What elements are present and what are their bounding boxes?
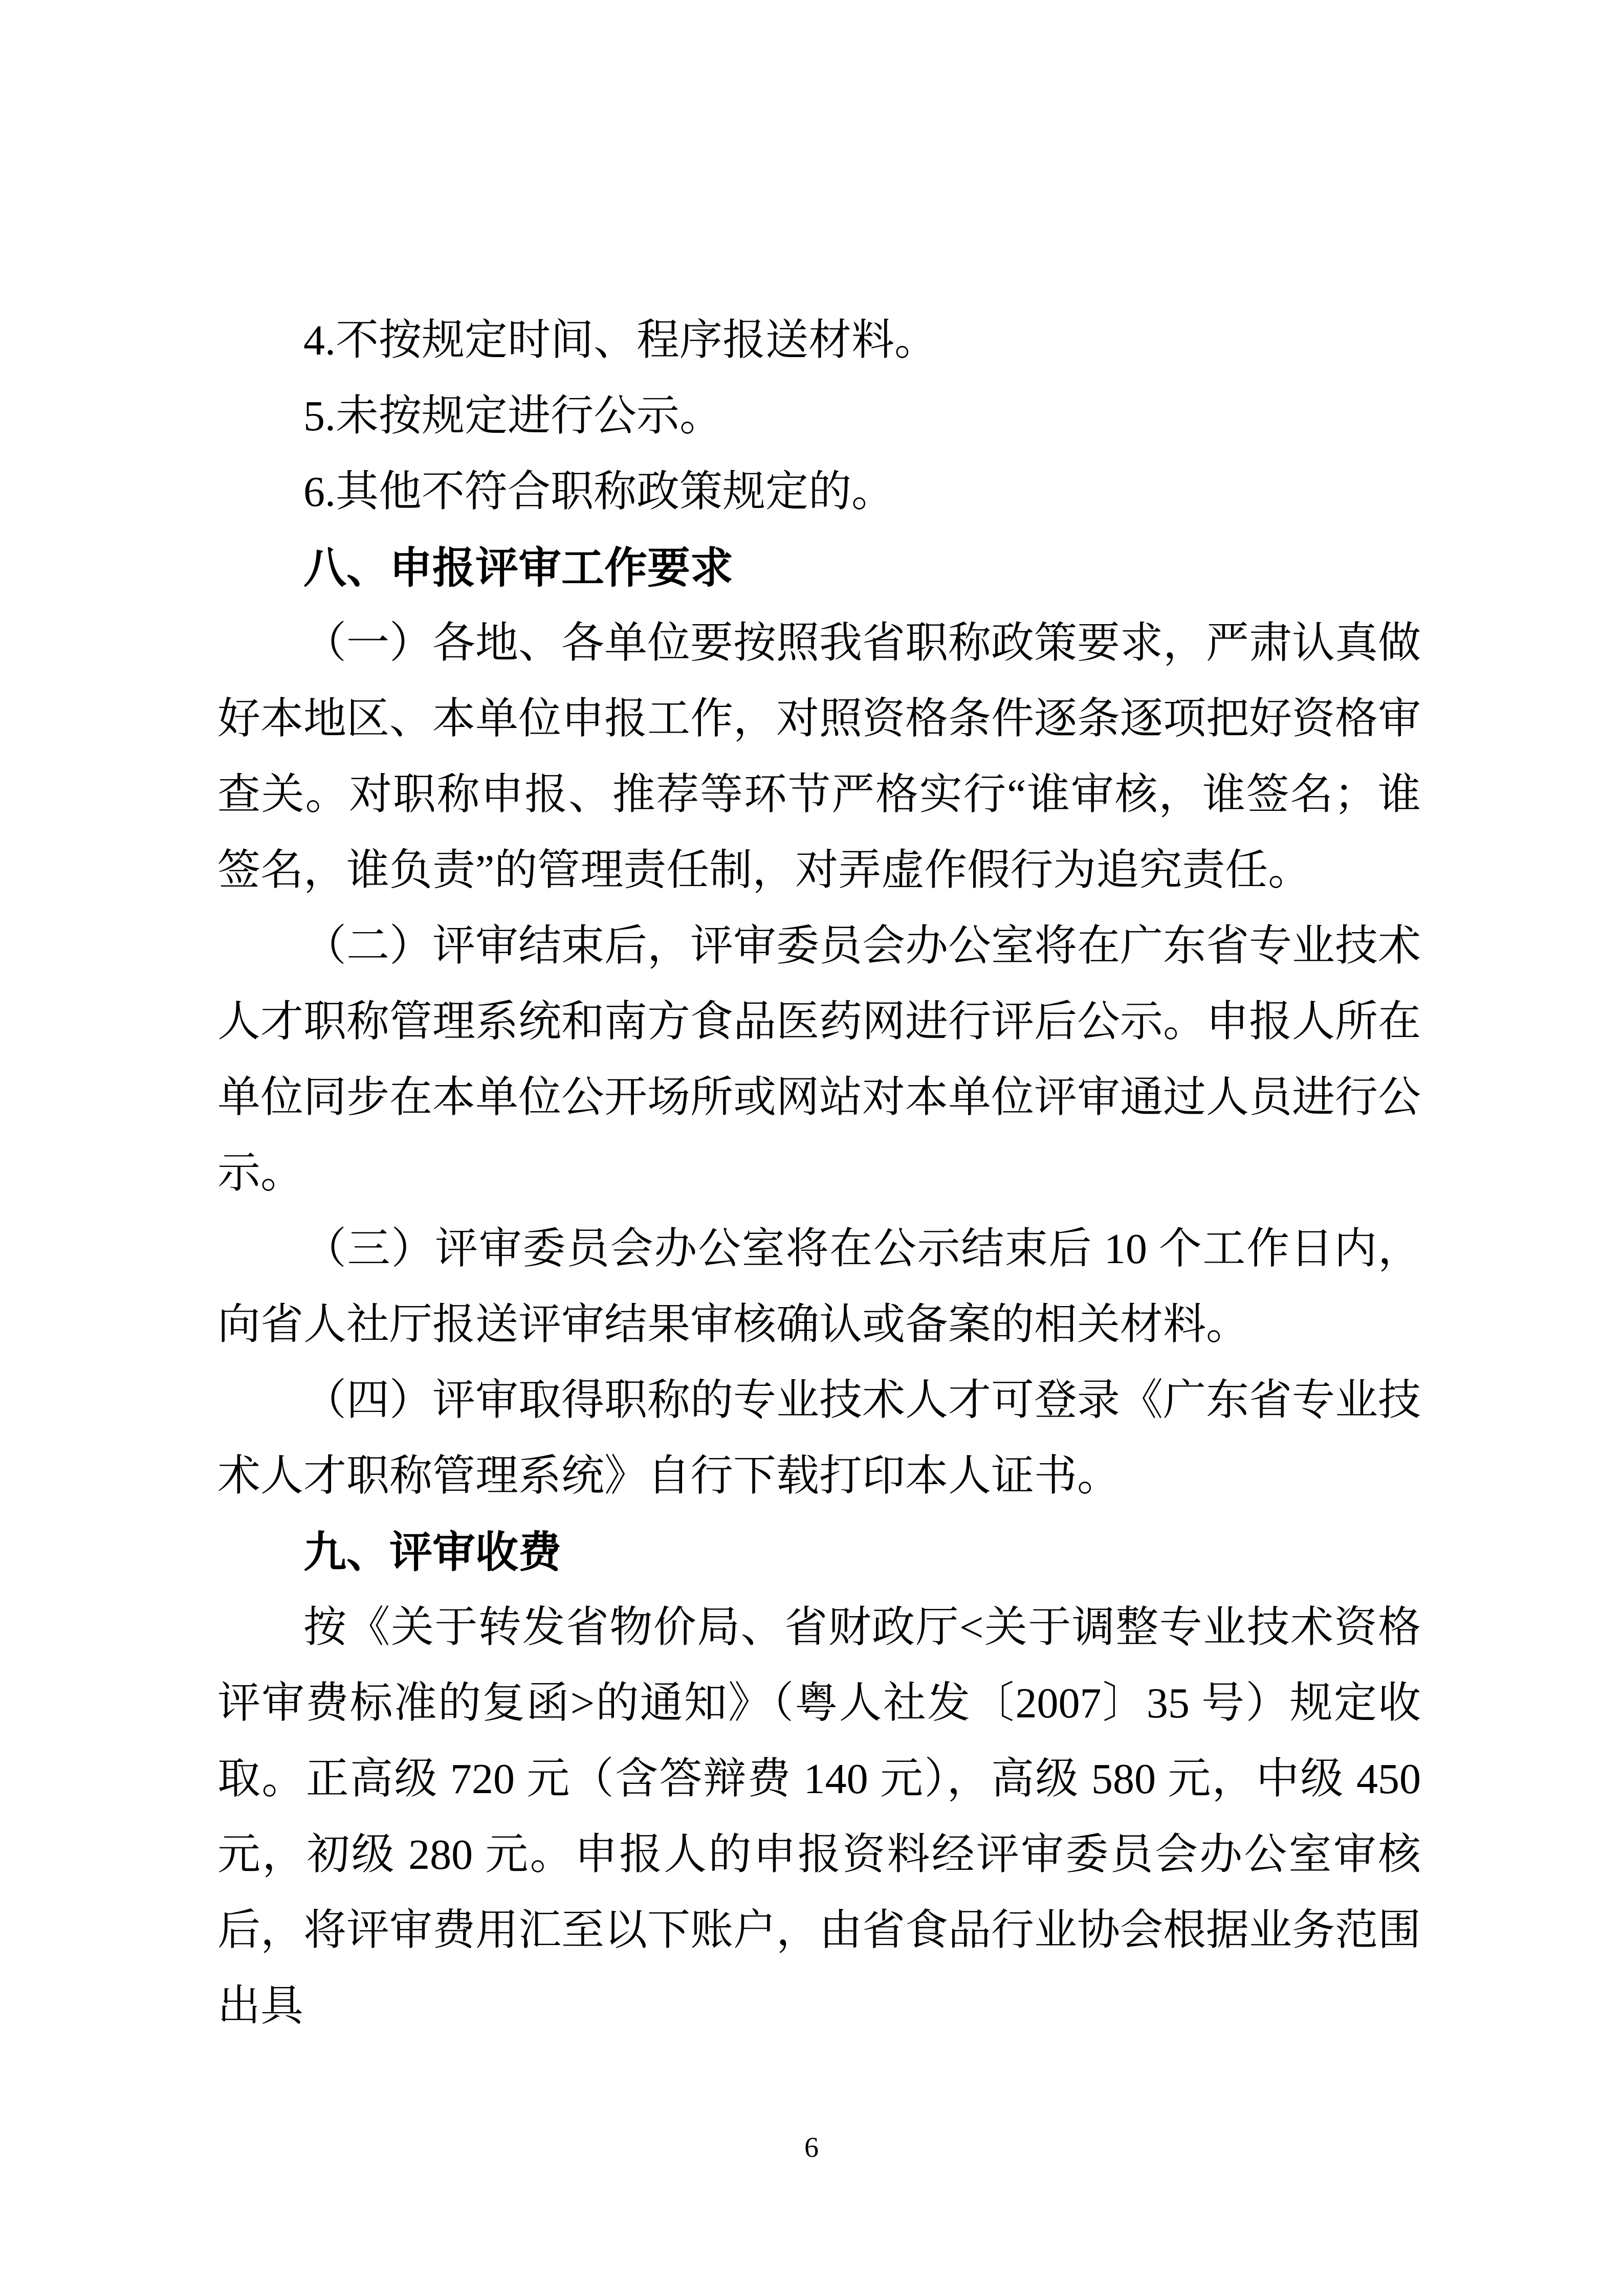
page-number: 6 bbox=[804, 2132, 819, 2163]
paragraph-8-1: （一）各地、各单位要按照我省职称政策要求，严肃认真做好本地区、本单位申报工作，对照资格条件逐条逐项把好资格审查关。对职称申报、推荐等环节严格实行“谁审核，谁签名；谁签名，谁负责”的管理责任制，对弄虚作假行为追究责任。 bbox=[217, 620, 1421, 894]
list-item-4: 4.不按规定时间、程序报送材料。 bbox=[303, 317, 938, 364]
section-heading-8: 八、申报评审工作要求 bbox=[303, 544, 734, 592]
paragraph-8-2: （二）评审结束后，评审委员会办公室将在广东省专业技术人才职称管理系统和南方食品医药网进行评后公示。申报人所在单位同步在本单位公开场所或网站对本单位评审通过人员进行公示。 bbox=[217, 922, 1421, 1197]
paragraph-9-1: 按《关于转发省物价局、省财政厅<关于调整专业技术资格评审费标准的复函>的通知》（粤人社发〔2007〕35 号）规定收取。正高级 720 元（含答辩费 140 元），高级 580 元，中级 450 元，初级 280 元。申报人的申报资料经评审委员会办公室审核后，将评审费用汇至以下账户，由省食品行业协会根据业务范围出具 bbox=[217, 1604, 1421, 2030]
paragraph-8-4: （四）评审取得职称的专业技术人才可登录《广东省专业技术人才职称管理系统》自行下载打印本人证书。 bbox=[217, 1377, 1421, 1500]
document-body bbox=[217, 303, 1421, 2044]
section-heading-9: 九、评审收费 bbox=[303, 1528, 562, 1576]
list-item-6: 6.其他不符合职称政策规定的。 bbox=[303, 468, 895, 516]
paragraph-8-3: （三）评审委员会办公室将在公示结束后 10 个工作日内，向省人社厅报送评审结果审核确认或备案的相关材料。 bbox=[217, 1225, 1421, 1349]
list-item-5: 5.未按规定进行公示。 bbox=[303, 392, 723, 440]
